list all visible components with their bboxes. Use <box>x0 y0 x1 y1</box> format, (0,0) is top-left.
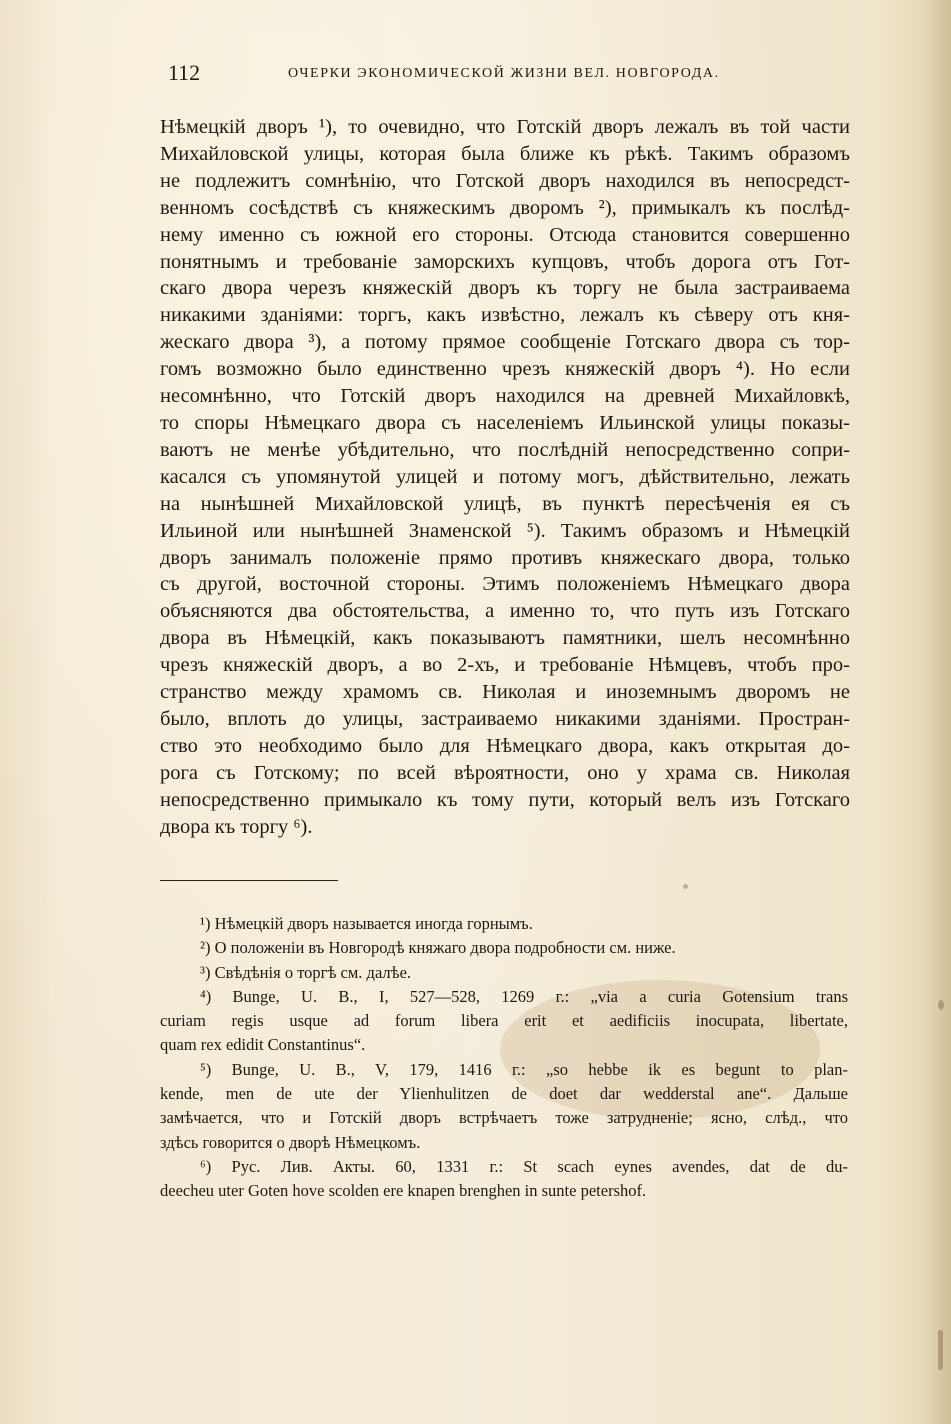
footnotes <box>160 912 848 1204</box>
footnote-marker: ⁵) <box>200 1059 212 1079</box>
text-line: то споры Нѣмецкаго двора съ населеніемъ Ильинской улицы показы- <box>160 411 850 434</box>
footnote-line <box>160 961 848 985</box>
footnote <box>160 985 848 1058</box>
footnote-text: Рус. Лив. Акты. 60, 1331 г.: St scach eynes avendes, dat de du- <box>211 1156 848 1176</box>
footnote-line <box>160 1058 848 1082</box>
footnote-line: deecheu uter Goten hove scolden ere knapen brenghen in sunte petershof. <box>160 1181 647 1201</box>
text-line: объясняются два обстоятельства, а именно то, что путь изъ Готскаго <box>160 600 850 623</box>
text-line: ваютъ не менѣе убѣдительно, что послѣдній непосредственно сопри- <box>160 438 850 461</box>
text-line: несомнѣнно, что Готскій дворъ находился на древней Михайловкѣ, <box>160 385 850 408</box>
footnote-separator <box>160 880 338 881</box>
footnote <box>160 936 848 960</box>
footnote-marker: ²) <box>200 938 211 958</box>
footnote-text: Bunge, U. B., I, 527—528, 1269 г.: „via a curia Gotensium trans <box>211 986 848 1006</box>
paper-speck <box>938 1000 944 1010</box>
text-line: было, вплоть до улицы, застраиваемо никакими зданіями. Простран- <box>160 707 850 730</box>
footnote-text: Нѣмецкій дворъ называется иногда горнымъ. <box>210 914 533 933</box>
text-line: не подлежитъ сомнѣнію, что Готской дворъ находился въ непосредст- <box>160 169 850 192</box>
page-number: 112 <box>168 60 201 85</box>
text-line: рога съ Готскому; по всей вѣроятности, оно у храма св. Николая <box>160 761 850 784</box>
footnote-line: quam rex edidit Constantinus“. <box>160 1035 366 1055</box>
text-line: Ильиной или нынѣшней Знаменской ⁵). Такимъ образомъ и Нѣмецкій <box>160 519 850 542</box>
text-line: гомъ возможно было единственно чрезъ княжескій дворъ ⁴). Но если <box>160 358 850 381</box>
text-line: дворъ занималъ положеніе прямо противъ княжескаго двора, только <box>160 546 850 569</box>
paper-speck <box>683 884 688 889</box>
footnote <box>160 1155 848 1204</box>
text-line: скаго двора черезъ княжескій дворъ къ торгу не была застраиваема <box>160 277 850 300</box>
footnote-line <box>160 985 848 1009</box>
running-title: ОЧЕРКИ ЭКОНОМИЧЕСКОЙ ЖИЗНИ ВЕЛ. НОВГОРОДА. <box>288 66 720 81</box>
footnote-marker: ⁶) <box>200 1156 212 1176</box>
footnote-marker: ³) <box>200 962 211 982</box>
page-edge-shadow <box>923 0 951 1424</box>
footnote-marker: ¹) <box>200 914 211 933</box>
footnote-text: Свѣдѣнія о торгѣ см. далѣе. <box>210 962 412 982</box>
text-line: Михайловской улицы, которая была ближе къ рѣкѣ. Такимъ образомъ <box>160 142 850 165</box>
footnote-text: О положеніи въ Новгородѣ княжаго двора подробности см. ниже. <box>210 938 676 958</box>
footnote-line: curiam regis usque ad forum libera erit et aedificiis inocupata, libertate, <box>160 1011 848 1031</box>
footnote <box>160 1058 848 1155</box>
main-text <box>160 114 850 840</box>
text-line: жескаго двора ³), а потому прямое сообщеніе Готскаго двора съ тор- <box>160 331 850 354</box>
text-line: касался съ упомянутой улицей и потому могъ, дѣйствительно, лежать <box>160 465 850 488</box>
text-line: непосредственно примыкало къ тому пути, который велъ изъ Готскаго <box>160 788 850 811</box>
text-line: съ другой, восточной стороны. Этимъ положеніемъ Нѣмецкаго двора <box>160 573 850 596</box>
footnote-line <box>160 1155 848 1179</box>
text-line: двора въ Нѣмецкій, какъ показываютъ памятники, шелъ несомнѣнно <box>160 627 850 650</box>
footnote-line: замѣчается, что и Готскій дворъ встрѣчаетъ тоже затрудненіе; ясно, слѣд., что <box>160 1108 848 1128</box>
footnote-line <box>160 912 848 936</box>
text-line: двора къ торгу ⁶). <box>160 815 313 838</box>
footnote <box>160 912 848 936</box>
footnote-line: kende, men de ute der Ylienhulitzen de doet dar wedderstal ane“. Дальше <box>160 1084 848 1104</box>
text-line: понятнымъ и требованіе заморскихъ купцовъ, чтобъ дорога отъ Гот- <box>160 250 850 273</box>
footnote-marker: ⁴) <box>200 986 212 1006</box>
footnote <box>160 961 848 985</box>
text-line: на нынѣшней Михайловской улицѣ, въ пунктѣ пересѣченія ея съ <box>160 492 850 515</box>
text-line: странство между храмомъ св. Николая и иноземнымъ дворомъ не <box>160 681 850 704</box>
text-line: Нѣмецкій дворъ ¹), то очевидно, что Готскій дворъ лежалъ въ той части <box>160 116 850 138</box>
footnote-line <box>160 936 848 960</box>
text-line: ство это необходимо было для Нѣмецкаго двора, какъ открытая до- <box>160 734 850 757</box>
footnote-line: здѣсь говорится о дворѣ Нѣмецкомъ. <box>160 1132 421 1152</box>
text-line: нему именно съ южной его стороны. Отсюда становится совершенно <box>160 223 850 246</box>
paper-speck <box>938 1330 943 1370</box>
text-line: венномъ сосѣдствѣ съ княжескимъ дворомъ ²), примыкалъ къ послѣд- <box>160 196 850 219</box>
text-line: никакими зданіями: торгъ, какъ извѣстно, лежалъ къ сѣверу отъ кня- <box>160 304 850 327</box>
page-header <box>168 60 848 94</box>
footnote-text: Bunge, U. B., V, 179, 1416 г.: „so hebbe ik es begunt to plan- <box>211 1059 848 1079</box>
text-line: чрезъ княжескій дворъ, а во 2-хъ, и требованіе Нѣмцевъ, чтобъ про- <box>160 654 850 677</box>
